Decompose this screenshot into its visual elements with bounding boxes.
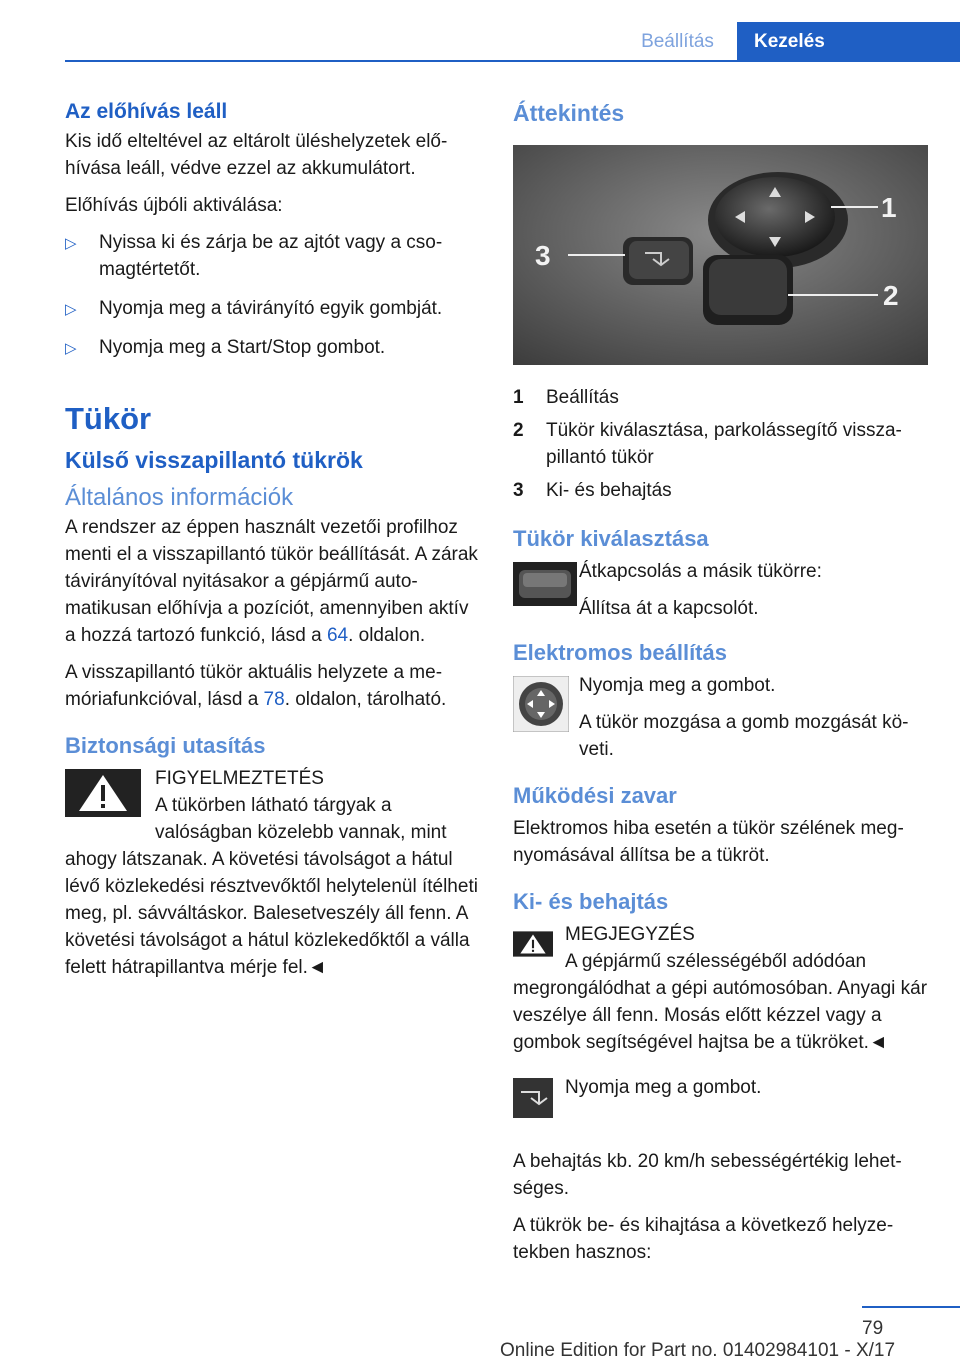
tab-beallitas[interactable]: Beállítás <box>641 31 714 52</box>
fold-button-icon <box>513 1078 553 1118</box>
warning-text: A tükörben látható tárgyak a valóságban közelebb vannak, mint ahogy látszanak. A követési távolságot a hátul lévő közlekedési résztvevőktől helytelenül ítélheti meg, pl. sávváltáskor. Balesetveszély áll fenn. A követési távolságot a hátul közlekedőktől a válla felett hátrapillantva mérje fel.◄ <box>65 795 478 978</box>
paragraph: A visszapillantó tükör aktuális helyzete a memóriafunkcióval, lásd a 78. oldalon, tárolható. <box>65 662 447 710</box>
note-warning-icon <box>513 925 553 963</box>
subsection-title-general: Általános információk <box>65 484 294 511</box>
bullet-triangle-icon: ▷ <box>65 235 77 252</box>
paragraph: Átkapcsolás a másik tükörre: <box>579 561 822 582</box>
section-title-mirror-select: Tükör kiválasztása <box>513 526 709 551</box>
paragraph: A behajtás kb. 20 km/h sebességértékig lehetséges. <box>513 1151 902 1199</box>
chapter-title: Tükör <box>65 401 152 436</box>
paragraph: Előhívás újbóli aktiválása: <box>65 195 283 216</box>
tab-kezeles[interactable]: Kezelés <box>737 22 960 62</box>
paragraph: A tükrök be- és kihajtása a következő helyzetekben hasznos: <box>513 1215 894 1263</box>
legend-item: 2 Tükör kiválasztása, parkolássegítő visszapillantó tükör <box>513 420 902 468</box>
paragraph: Nyomja meg a gombot. <box>579 675 776 696</box>
page-link-64[interactable]: 64 <box>326 625 349 646</box>
paragraph: Elektromos hiba esetén a tükör szélének megnyomásával állítsa be a tükröt. <box>513 818 904 866</box>
bullet-triangle-icon: ▷ <box>65 301 77 318</box>
section-title-mirrors: Külső visszapillantó tükrök <box>65 447 363 473</box>
warning-label: FIGYELMEZTETÉS <box>155 768 324 789</box>
legend-item: 3 Ki- és behajtás <box>513 480 672 501</box>
note-text: A gépjármű szélességéből adódóan megrongálódhat a gépi autómosóban. Anyagi kár veszélye áll fenn. Mosás előtt kézzel vagy a gombok segítségével hajtsa be a tükröket.◄ <box>513 951 928 1053</box>
fold-button-row <box>513 1074 928 1134</box>
section-title-electric: Elektromos beállítás <box>513 640 727 665</box>
note-label: MEGJEGYZÉS <box>565 924 695 945</box>
warning-icon <box>65 769 141 817</box>
photo-label-1: 1 <box>881 192 897 223</box>
note-block <box>513 921 928 1056</box>
mirror-controls-photo <box>513 145 928 365</box>
left-column <box>65 100 480 981</box>
footer-edition: Online Edition for Part no. 01402984101 - X/17 <box>500 1340 896 1361</box>
page-link-78[interactable]: 78 <box>263 689 285 710</box>
section-title-overview: Áttekintés <box>513 100 625 126</box>
adjust-knob-icon <box>513 676 569 732</box>
right-column <box>513 100 928 1276</box>
bullet-triangle-icon: ▷ <box>65 340 77 357</box>
paragraph: Állítsa át a kapcsolót. <box>579 598 759 619</box>
footer-rule <box>862 1306 960 1308</box>
selector-switch-icon <box>513 562 577 606</box>
section-title-recall-stop: Az előhívás leáll <box>65 100 228 123</box>
paragraph: A tükör mozgása a gomb mozgását követi. <box>579 712 909 760</box>
page-header <box>0 0 960 62</box>
electric-row <box>513 672 928 763</box>
list-item: ▷ Nyissa ki és zárja be az ajtót vagy a csomagtértetőt. <box>65 232 443 280</box>
photo-label-3: 3 <box>535 240 551 271</box>
mirror-select-row <box>513 558 928 622</box>
warning-block <box>65 765 480 981</box>
paragraph: Nyomja meg a gombot. <box>565 1077 762 1098</box>
page-number: 79 <box>862 1318 884 1339</box>
list-item: ▷ Nyomja meg a Start/Stop gombot. <box>65 334 480 361</box>
list-item: ▷ Nyomja meg a távirányító egyik gombját. <box>65 295 480 322</box>
paragraph: Kis idő elteltével az eltárolt üléshelyzetek előhívása leáll, védve ezzel az akkumulátort. <box>65 131 448 179</box>
section-title-fold: Ki- és behajtás <box>513 889 669 914</box>
section-title-fault: Működési zavar <box>513 783 677 808</box>
subsection-title-safety: Biztonsági utasítás <box>65 733 266 758</box>
photo-label-2: 2 <box>883 280 899 311</box>
header-rule <box>65 60 960 62</box>
paragraph: A rendszer az éppen használt vezetői profilhoz menti el a visszapillantó tükör beállítását. A zárak távirányítóval nyitásakor a gépjármű automatikusan előhívja a pozíciót, amennyiben aktív a hozzá tartozó funkció, lásd a 64. oldalon. <box>65 517 478 646</box>
legend-item: 1 Beállítás <box>513 387 619 408</box>
